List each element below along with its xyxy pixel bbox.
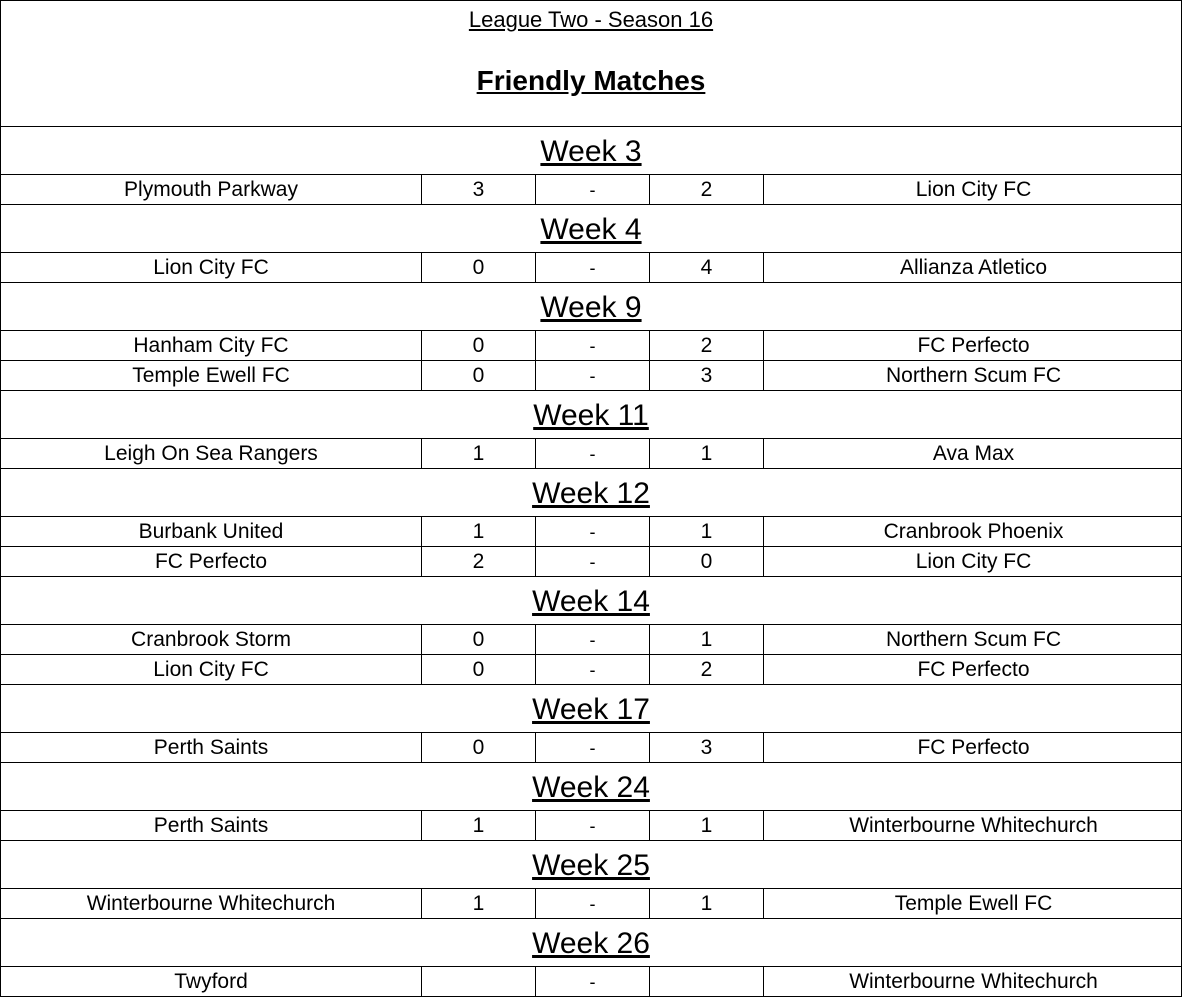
away-team-cell: FC Perfecto xyxy=(763,655,1183,684)
away-team-cell: Ava Max xyxy=(763,439,1183,468)
week-header xyxy=(0,918,1182,966)
score-separator-cell: - xyxy=(535,967,649,996)
away-score-cell: 1 xyxy=(649,625,763,654)
away-team-cell: Lion City FC xyxy=(763,547,1183,576)
away-score-cell: 1 xyxy=(649,439,763,468)
score-separator-cell: - xyxy=(535,175,649,204)
score-separator-cell: - xyxy=(535,517,649,546)
score-separator-cell: - xyxy=(535,655,649,684)
score-separator-cell: - xyxy=(535,253,649,282)
home-team-cell: Plymouth Parkway xyxy=(124,178,298,201)
week-header xyxy=(0,840,1182,888)
away-score-cell: 3 xyxy=(649,733,763,762)
away-score-cell: 1 xyxy=(649,889,763,918)
home-score-cell xyxy=(421,967,535,996)
week-label: Week 3 xyxy=(540,135,642,168)
score-separator-cell: - xyxy=(535,547,649,576)
week-header xyxy=(0,204,1182,252)
home-score-cell: 0 xyxy=(421,253,535,282)
week-label: Week 9 xyxy=(540,291,642,324)
away-team-cell: FC Perfecto xyxy=(763,331,1183,360)
week-label: Week 14 xyxy=(532,585,650,618)
week-header xyxy=(0,468,1182,516)
home-team-cell: Twyford xyxy=(174,970,248,993)
score-separator-cell: - xyxy=(535,811,649,840)
week-header xyxy=(0,684,1182,732)
match-row xyxy=(0,516,1182,546)
home-score-cell: 0 xyxy=(421,733,535,762)
away-team-cell: Allianza Atletico xyxy=(763,253,1183,282)
away-team-cell: Northern Scum FC xyxy=(763,625,1183,654)
home-score-cell: 3 xyxy=(421,175,535,204)
away-score-cell: 0 xyxy=(649,547,763,576)
match-row xyxy=(0,546,1182,576)
week-label: Week 24 xyxy=(532,771,650,804)
week-label: Week 11 xyxy=(533,399,649,432)
week-header xyxy=(0,390,1182,438)
home-score-cell: 0 xyxy=(421,625,535,654)
away-score-cell: 1 xyxy=(649,811,763,840)
week-label: Week 26 xyxy=(532,927,650,960)
home-team-cell: Winterbourne Whitechurch xyxy=(86,892,336,915)
home-score-cell: 0 xyxy=(421,331,535,360)
home-team-cell: Lion City FC xyxy=(153,658,269,681)
home-team-cell: Leigh On Sea Rangers xyxy=(104,442,318,465)
score-separator-cell: - xyxy=(535,733,649,762)
match-row xyxy=(0,252,1182,282)
away-team-cell: Winterbourne Whitechurch xyxy=(763,967,1183,996)
score-separator-cell: - xyxy=(535,361,649,390)
match-row xyxy=(0,438,1182,468)
score-separator-cell: - xyxy=(535,625,649,654)
page-title: Friendly Matches xyxy=(476,65,706,96)
home-score-cell: 2 xyxy=(421,547,535,576)
home-score-cell: 1 xyxy=(421,811,535,840)
away-team-cell: Lion City FC xyxy=(763,175,1183,204)
week-header xyxy=(0,126,1182,174)
week-header xyxy=(0,282,1182,330)
away-score-cell: 2 xyxy=(649,655,763,684)
home-score-cell: 0 xyxy=(421,361,535,390)
score-separator-cell: - xyxy=(535,889,649,918)
home-team-cell: Perth Saints xyxy=(153,814,269,837)
home-team-cell: Hanham City FC xyxy=(133,334,289,357)
home-score-cell: 0 xyxy=(421,655,535,684)
league-title: League Two - Season 16 xyxy=(468,7,714,32)
away-score-cell: 3 xyxy=(649,361,763,390)
away-team-cell: Temple Ewell FC xyxy=(763,889,1183,918)
away-team-cell: Cranbrook Phoenix xyxy=(763,517,1183,546)
home-team-cell: Cranbrook Storm xyxy=(131,628,291,651)
match-row xyxy=(0,360,1182,390)
home-score-cell: 1 xyxy=(421,889,535,918)
home-team-cell: Burbank United xyxy=(138,520,284,543)
week-header xyxy=(0,576,1182,624)
home-team-cell: Temple Ewell FC xyxy=(132,364,290,387)
match-row xyxy=(0,966,1182,996)
away-score-cell: 2 xyxy=(649,331,763,360)
match-row xyxy=(0,654,1182,684)
match-row xyxy=(0,810,1182,840)
week-header xyxy=(0,762,1182,810)
away-team-cell: FC Perfecto xyxy=(763,733,1183,762)
away-score-cell: 1 xyxy=(649,517,763,546)
score-separator-cell: - xyxy=(535,331,649,360)
match-row xyxy=(0,330,1182,360)
home-score-cell: 1 xyxy=(421,517,535,546)
home-team-cell: Perth Saints xyxy=(153,736,269,759)
week-label: Week 4 xyxy=(540,213,642,246)
away-team-cell: Winterbourne Whitechurch xyxy=(763,811,1183,840)
sheet-header xyxy=(0,0,1182,126)
home-score-cell: 1 xyxy=(421,439,535,468)
away-score-cell: 2 xyxy=(649,175,763,204)
match-row xyxy=(0,732,1182,762)
match-row xyxy=(0,174,1182,204)
away-score-cell xyxy=(649,967,763,996)
match-row xyxy=(0,888,1182,918)
match-row xyxy=(0,624,1182,654)
home-team-cell: Lion City FC xyxy=(153,256,269,279)
score-separator-cell: - xyxy=(535,439,649,468)
away-score-cell: 4 xyxy=(649,253,763,282)
week-label: Week 17 xyxy=(532,693,650,726)
week-label: Week 25 xyxy=(532,849,650,882)
home-team-cell: FC Perfecto xyxy=(154,550,268,573)
week-label: Week 12 xyxy=(532,477,650,510)
away-team-cell: Northern Scum FC xyxy=(763,361,1183,390)
